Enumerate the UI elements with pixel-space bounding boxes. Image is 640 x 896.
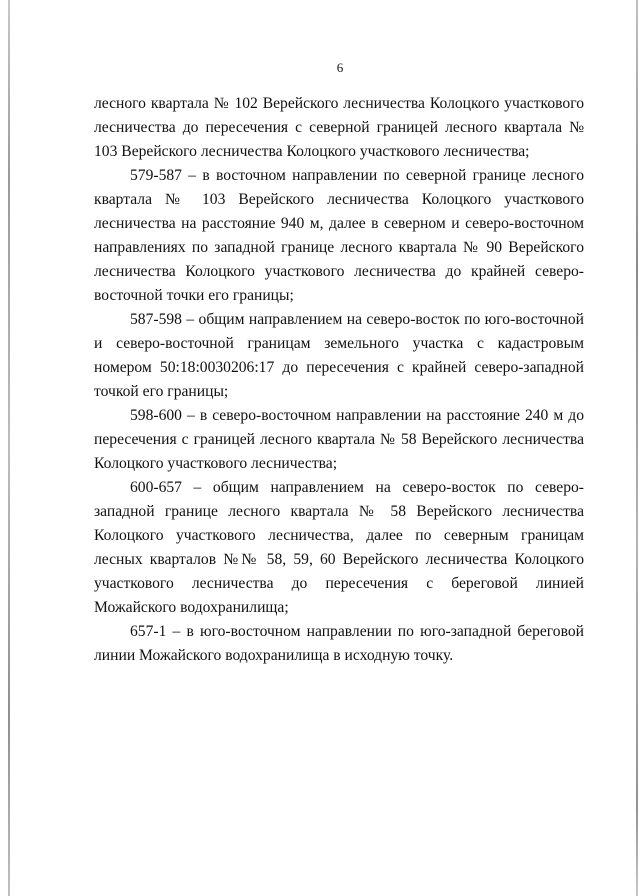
paragraph-579-587: 579-587 – в восточном направлении по северной границе лесного квартала № 103 Верейского лесничества Колоцкого участкового лесничества на расстояние 940 м, далее в северном и северо-восточном направлениях по западной границе лесного квартала № 90 Верейского лесничества Колоцкого участкового лесничества до крайней северо-восточной точки его границы; [94, 167, 584, 304]
paragraph-continuation: лесного квартала № 102 Верейского лесничества Колоцкого участкового лесничества до пересечения с северной границей лесного квартала № 103 Верейского лесничества Колоцкого участкового лесничества; [94, 95, 584, 160]
paragraph-587-598: 587-598 – общим направлением на северо-восток по юго-восточной и северо-восточной границам земельного участка с кадастровым номером 50:18:0030206:17 до пересечения с крайней северо-западной точкой его границы; [94, 311, 584, 400]
scan-edge-right [636, 0, 638, 896]
paragraph-600-657: 600-657 – общим направлением на северо-восток по северо-западной границе лесного квартала № 58 Верейского лесничества Колоцкого участкового лесничества, далее по северным границам лесных кварталов №№ 58, 59, 60 Верейского лесничества Колоцкого участкового лесничества до пересечения с береговой линией Можайского водохранилища; [94, 479, 584, 616]
page-number: 6 [336, 60, 344, 75]
scan-edge-left [8, 0, 10, 896]
document-body [94, 92, 584, 668]
paragraph-657-1: 657-1 – в юго-восточном направлении по юго-западной береговой линии Можайского водохранилища в исходную точку. [94, 623, 584, 664]
paragraph-598-600: 598-600 – в северо-восточном направлении на расстояние 240 м до пересечения с границей лесного квартала № 58 Верейского лесничества Колоцкого участкового лесничества; [94, 407, 584, 472]
